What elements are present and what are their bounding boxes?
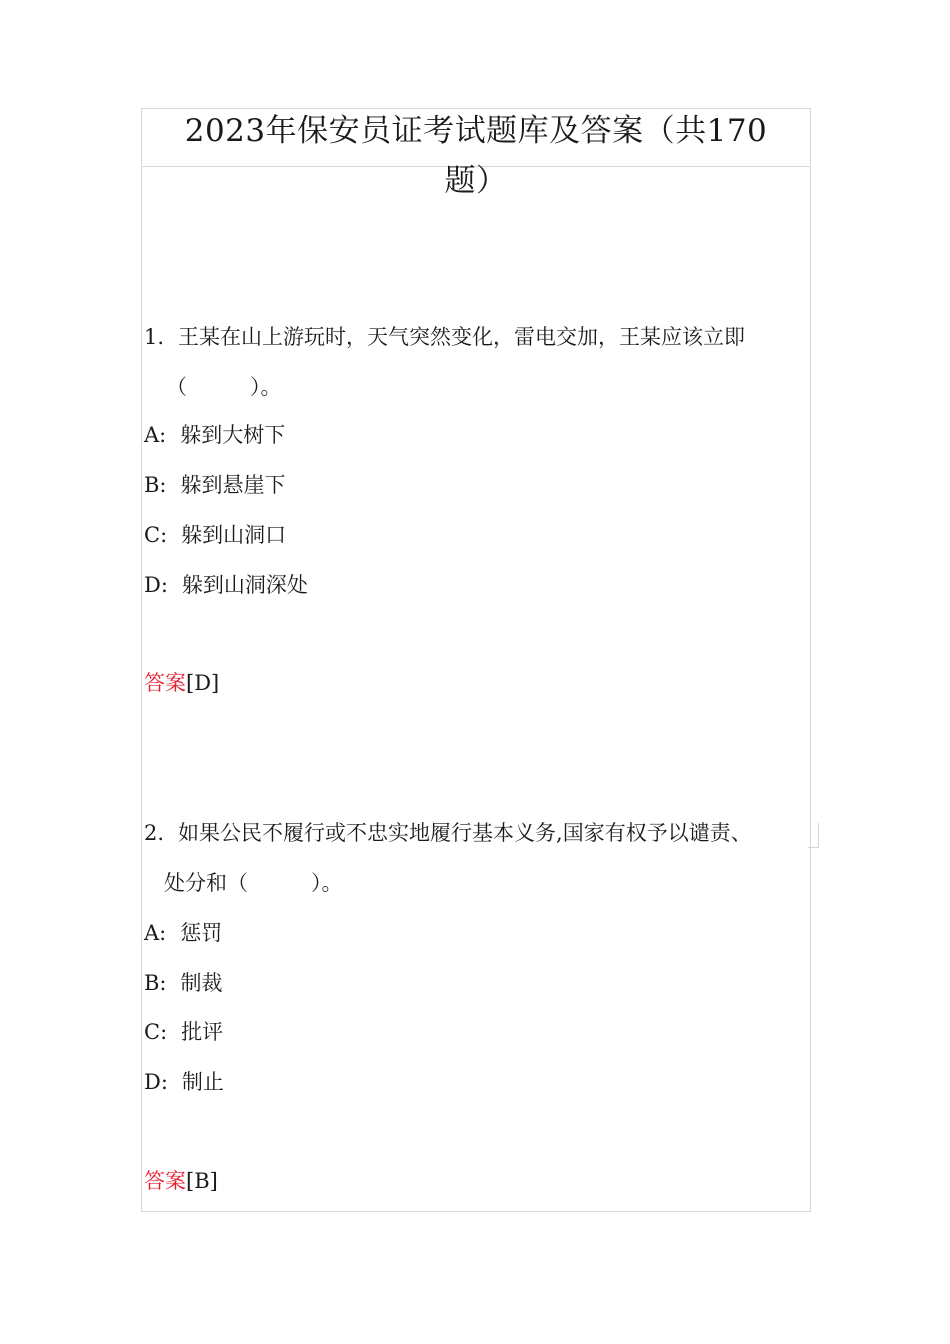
option-letter: C: bbox=[144, 523, 168, 547]
option-letter: B: bbox=[144, 971, 167, 995]
option-letter: D: bbox=[144, 573, 168, 597]
question-1-option-c bbox=[144, 520, 286, 550]
option-text: 躲到悬崖下 bbox=[180, 473, 286, 497]
question-1-option-a bbox=[144, 420, 285, 450]
question-number: 1. bbox=[144, 325, 165, 349]
option-text: 制裁 bbox=[180, 971, 223, 995]
question-2-stem-line-1 bbox=[144, 818, 752, 848]
option-letter: C: bbox=[144, 1020, 168, 1044]
answer-label: 答案 bbox=[144, 1169, 186, 1193]
question-2-stem-line-2: 处分和（ ）。 bbox=[164, 871, 343, 895]
frame-tick-mark bbox=[808, 823, 819, 848]
question-2-option-a bbox=[144, 918, 222, 948]
question-1-option-d bbox=[144, 570, 308, 600]
title-line-1: 2023年保安员证考试题库及答案（共170 bbox=[184, 113, 768, 149]
question-2-answer bbox=[144, 1166, 218, 1196]
question-number: 2. bbox=[144, 821, 165, 845]
question-1-option-b bbox=[144, 470, 286, 500]
option-text: 躲到山洞深处 bbox=[181, 573, 308, 597]
question-1-stem-line-1 bbox=[144, 322, 745, 352]
document-title bbox=[141, 106, 811, 206]
option-text: 批评 bbox=[181, 1020, 224, 1044]
option-text: 惩罚 bbox=[180, 921, 223, 945]
question-text: 如果公民不履行或不忠实地履行基本义务,国家有权予以谴责、 bbox=[178, 821, 752, 845]
answer-value: [D] bbox=[186, 671, 220, 695]
question-text: 王某在山上游玩时，天气突然变化，雷电交加，王某应该立即 bbox=[178, 325, 746, 349]
option-letter: D: bbox=[144, 1070, 168, 1094]
answer-label: 答案 bbox=[144, 671, 186, 695]
title-line-2: 题） bbox=[444, 163, 508, 199]
question-2-option-b bbox=[144, 968, 223, 998]
question-1-stem-line-2: （ ）。 bbox=[166, 375, 282, 399]
option-letter: A: bbox=[144, 921, 167, 945]
option-text: 躲到大树下 bbox=[180, 423, 286, 447]
option-text: 躲到山洞口 bbox=[181, 523, 287, 547]
question-2-option-d bbox=[144, 1067, 224, 1097]
option-text: 制止 bbox=[181, 1070, 224, 1094]
question-1-answer bbox=[144, 668, 219, 698]
question-2-option-c bbox=[144, 1017, 223, 1047]
answer-value: [B] bbox=[186, 1169, 218, 1193]
option-letter: A: bbox=[144, 423, 167, 447]
option-letter: B: bbox=[144, 473, 167, 497]
